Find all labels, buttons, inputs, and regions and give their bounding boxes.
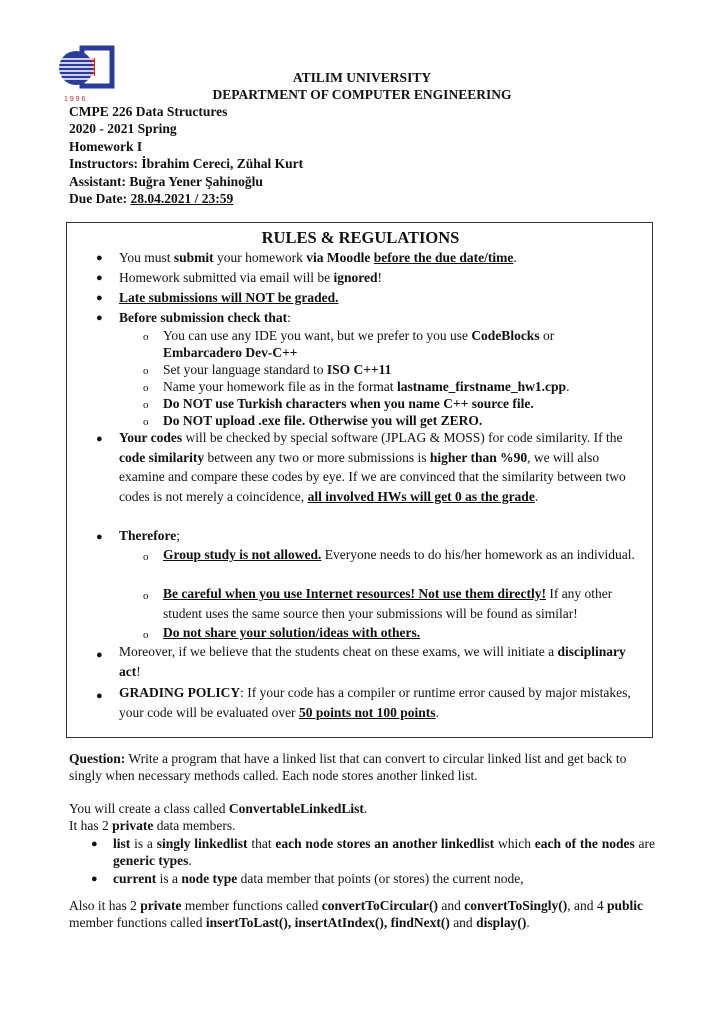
course-info (69, 103, 303, 207)
class-line: You will create a class called ConvertableLinkedList. (69, 801, 368, 816)
bullet-icon: ● (96, 433, 103, 445)
logo-year: 1 9 9 6 (64, 96, 86, 103)
bullet-icon: ● (96, 649, 103, 661)
rule-5: Your codes will be checked by special software (JPLAG & MOSS) for code similarity. If the code similarity between any two or more submissions is higher than %90, we will also examine and compare these codes by eye. If we are convinced that the similarity between two codes is not merely a coincidence, all involved HWs will get 0 as the grade. (119, 430, 626, 504)
instructors: Instructors: İbrahim Cereci, Zühal Kurt (69, 156, 304, 172)
member-current: current is a node type data member that points (or stores) the current node, (113, 871, 524, 886)
course-title: CMPE 226 Data Structures (69, 104, 228, 119)
sub-bullet-icon: o (143, 551, 149, 563)
department-name: DEPARTMENT OF COMPUTER ENGINEERING (212, 87, 512, 102)
rule-7: Moreover, if we believe that the students cheat on these exams, we will initiate a disciplinary act! (119, 644, 626, 679)
rule-8: GRADING POLICY: If your code has a compiler or runtime error caused by major mistakes, your code will be evaluated over 50 points not 100 points. (119, 685, 631, 720)
term: 2020 - 2021 Spring (69, 121, 177, 137)
rule-4-sub-3: Name your homework file as in the format lastname_firstname_hw1.cpp. (163, 379, 570, 394)
rule-2: Homework submitted via email will be ignored! (119, 270, 382, 285)
rule-4-sub-5: Do NOT upload .exe file. Otherwise you will get ZERO. (163, 413, 483, 428)
rules-title: RULES & REGULATIONS (261, 228, 460, 247)
functions-text: Also it has 2 private member functions called convertToCircular() and convertToSingly(), and 4 public member functions called insertToLast(), insertAtIndex(), findNext() and display(). (69, 898, 643, 930)
university-name: ATILIM UNIVERSITY (292, 70, 432, 85)
homework-title: Homework I (69, 138, 143, 154)
rule-4: Before submission check that: (119, 310, 291, 325)
sub-bullet-icon: o (143, 331, 149, 343)
member-list: list is a singly linkedlist that each node stores an another linkedlist which each of the nodes are generic types. (113, 836, 656, 868)
sub-bullet-icon: o (143, 365, 149, 377)
sub-bullet-icon: o (143, 416, 149, 428)
bullet-icon: ● (96, 690, 103, 702)
rule-4-sub-2: Set your language standard to ISO C++11 (163, 362, 392, 377)
rule-4-sub-1: You can use any IDE you want, but we prefer to you use CodeBlocks or (163, 328, 555, 343)
rules-box (66, 222, 653, 738)
bullet-icon: ● (96, 312, 103, 324)
rule-6-sub-2: Be careful when you use Internet resources! Not use them directly! If any other student uses the same source then your submissions will be found as similar! (163, 586, 613, 621)
rule-6-sub-3: Do not share your solution/ideas with others. (163, 625, 421, 640)
sub-bullet-icon: o (143, 382, 149, 394)
bullet-icon: ● (96, 252, 103, 264)
bullet-icon: ● (91, 873, 98, 885)
bullet-icon: ● (91, 838, 98, 850)
sub-bullet-icon: o (143, 590, 149, 602)
bullet-icon: ● (96, 531, 103, 543)
sub-bullet-icon: o (143, 399, 149, 411)
rule-6-sub-1: Group study is not allowed. Everyone needs to do his/her homework as an individual. (163, 547, 635, 562)
rule-4-sub-1-cont: Embarcadero Dev-C++ (163, 345, 298, 360)
rule-6: Therefore; (119, 528, 180, 543)
bullet-icon: ● (96, 292, 103, 304)
rule-4-sub-4: Do NOT use Turkish characters when you name C++ source file. (163, 396, 534, 411)
bullet-icon: ● (96, 272, 103, 284)
assistant: Assistant: Buğra Yener Şahinoğlu (69, 173, 263, 189)
question-text: Question: Write a program that have a linked list that can convert to circular linked list and get back to singly when necessary methods called. Each node stores another linked list. (69, 751, 627, 783)
rule-1: You must submit your homework via Moodle before the due date/time. (119, 250, 517, 265)
rule-3: Late submissions will NOT be graded. (119, 290, 339, 305)
due-date-value: 28.04.2021 / 23:59 (130, 191, 234, 207)
sub-bullet-icon: o (143, 629, 149, 641)
members-line: It has 2 private data members. (69, 818, 236, 833)
due-date: Due Date: 28.04.2021 / 23:59 (69, 191, 234, 207)
